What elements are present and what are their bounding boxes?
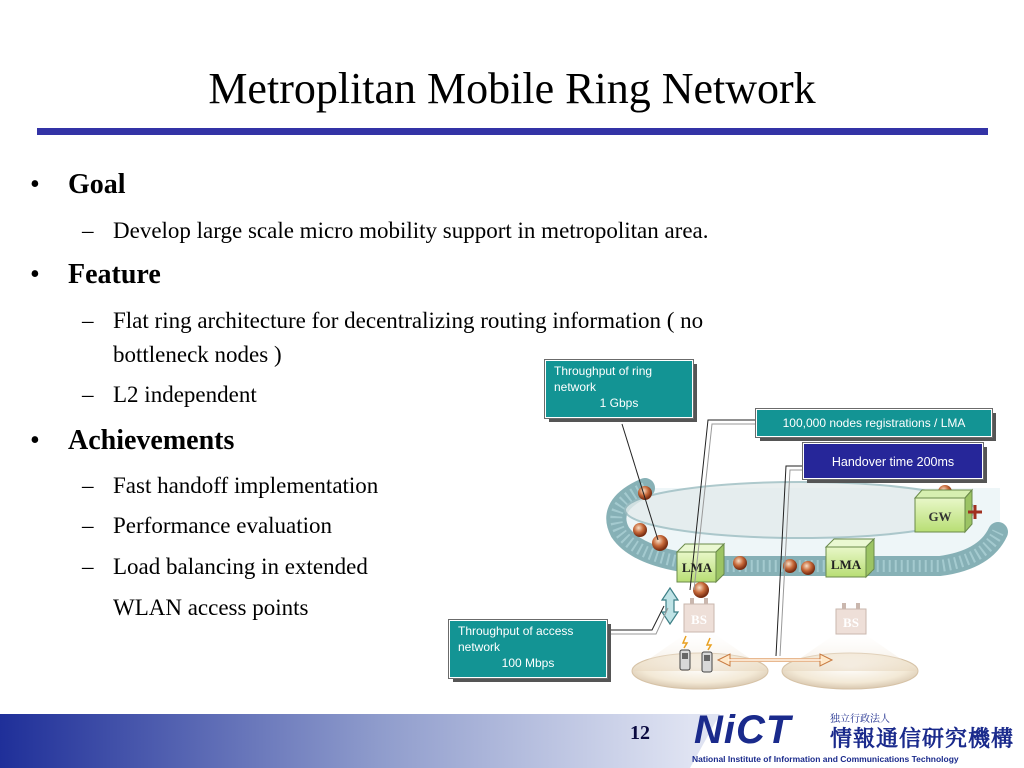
- sub-item-text: bottleneck nodes ): [113, 342, 282, 367]
- bullet-dot: •: [30, 169, 40, 200]
- sub-item-text: Performance evaluation: [113, 513, 333, 538]
- callout-text: 100,000 nodes registrations / LMA: [782, 416, 966, 430]
- sub-item-text: Develop large scale micro mobility support in metropolitan area.: [113, 218, 709, 243]
- beam-right: [782, 632, 918, 671]
- lma-node-left: [677, 544, 724, 582]
- logo-brand: NiCT: [694, 708, 792, 752]
- sub-item-text: Fast handoff implementation: [113, 473, 379, 498]
- logo-jp-small: 独立行政法人: [830, 714, 890, 725]
- sub-item-text: WLAN access points: [113, 595, 309, 620]
- bullet-dot: •: [30, 425, 40, 456]
- lma-left-label: LMA: [681, 560, 713, 575]
- bs-left-label: BS: [691, 612, 707, 627]
- leader-line: [608, 606, 664, 630]
- bs-right-label: BS: [843, 615, 859, 630]
- callout-text: 100 Mbps: [501, 656, 555, 670]
- beam-left: [632, 632, 768, 671]
- page-number: 12: [630, 722, 650, 744]
- callout-text: network: [458, 640, 501, 654]
- callout-text: network: [554, 380, 597, 394]
- gw-label: GW: [928, 509, 952, 524]
- callout-text: Handover time 200ms: [831, 455, 955, 469]
- nict-logo: [690, 708, 1020, 768]
- bullet-dot: •: [30, 259, 40, 290]
- dash: –: [82, 382, 94, 407]
- callout-registrations: [756, 409, 992, 437]
- dash: –: [82, 554, 94, 579]
- callout-text: Throughput of ring: [554, 364, 653, 378]
- link-node: [693, 582, 709, 598]
- callout-ring-throughput: [545, 360, 693, 418]
- dash: –: [82, 473, 94, 498]
- bullet-heading: Achievements: [68, 425, 235, 456]
- bullet-heading: Goal: [68, 169, 126, 200]
- sub-item-text: Flat ring architecture for decentralizing routing information ( no: [113, 308, 704, 333]
- slide-title: Metroplitan Mobile Ring Network: [208, 64, 816, 113]
- sub-item-text: Load balancing in extended: [113, 554, 368, 579]
- lma-right-label: LMA: [830, 557, 862, 572]
- bullet-heading: Feature: [68, 259, 161, 290]
- sub-item-text: L2 independent: [113, 382, 257, 407]
- access-link-arrow: [662, 588, 678, 624]
- logo-jp-large: 情報通信研究機構: [830, 726, 1015, 751]
- bs-node-right: [836, 603, 866, 634]
- callout-handover: [803, 443, 983, 479]
- logo-english: National Institute of Information and Communications Technology: [692, 754, 959, 764]
- callout-access-throughput: [449, 620, 607, 678]
- bs-node-left: [684, 598, 714, 632]
- dash: –: [82, 218, 94, 243]
- dash: –: [82, 308, 94, 333]
- callout-text: Throughput of access: [458, 624, 574, 638]
- callout-text: 1 Gbps: [599, 396, 639, 410]
- dash: –: [82, 513, 94, 538]
- lma-node-right: [826, 539, 874, 577]
